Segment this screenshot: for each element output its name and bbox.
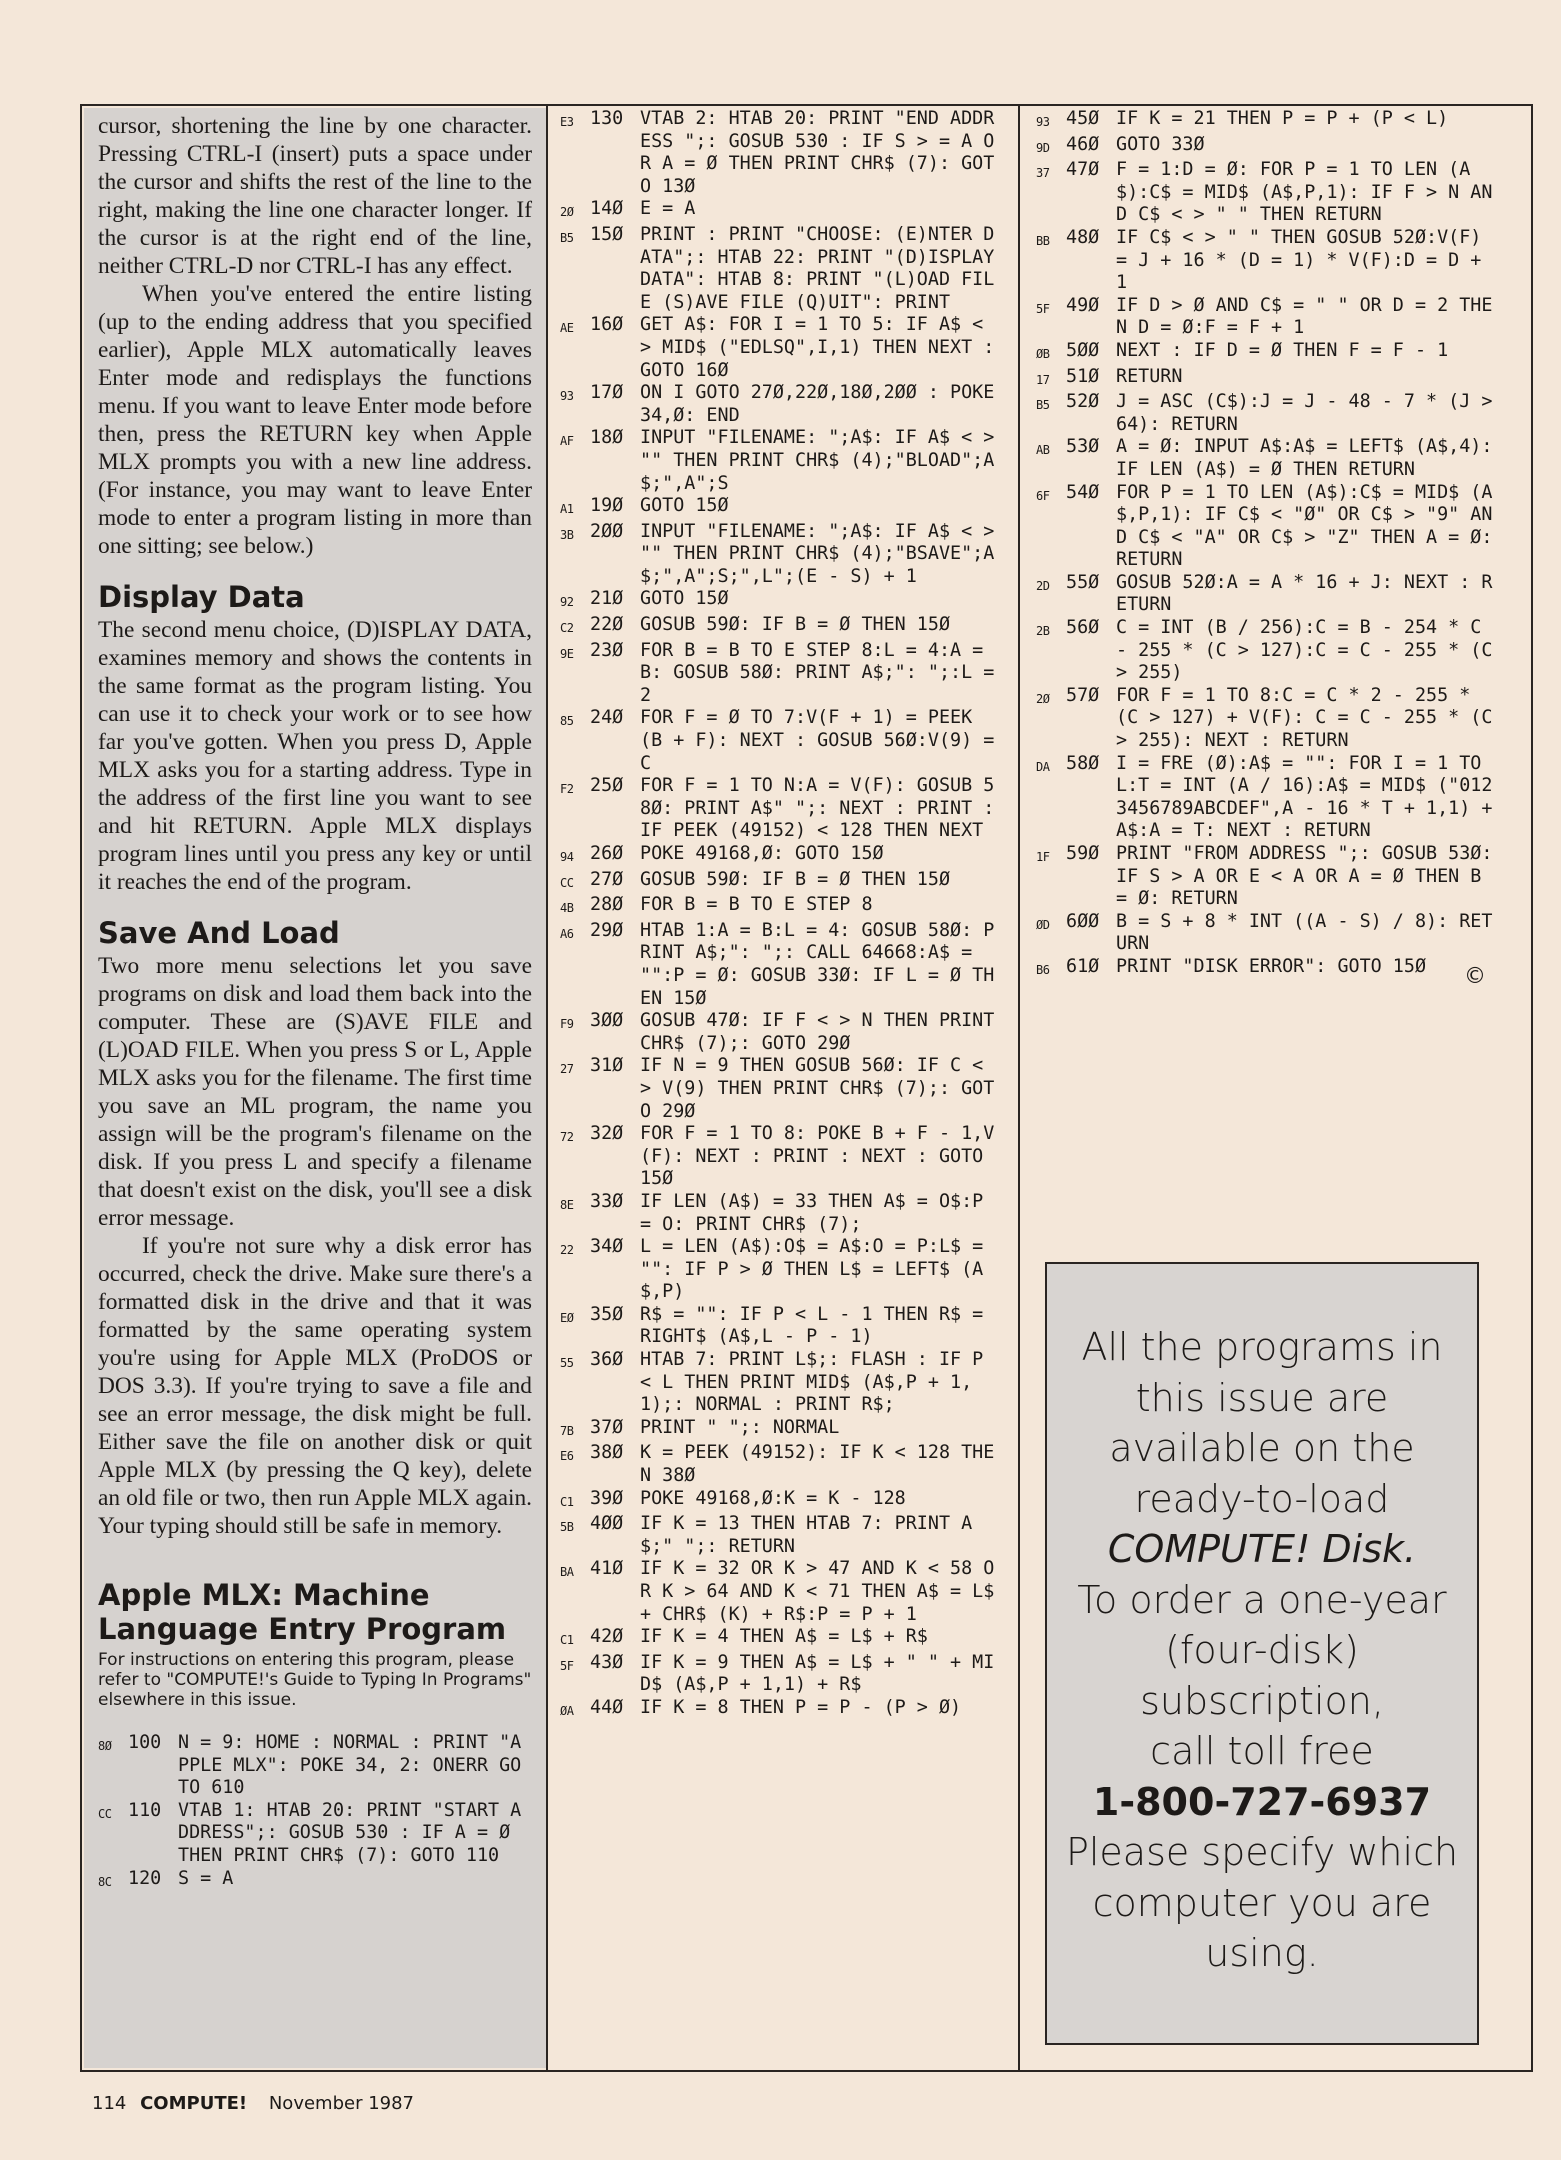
code-text: INPUT "FILENAME: ";A$: IF A$ < > "" THEN PRINT CHR$ (4);"BSAVE";A$;",A";S;",L";(E - S) + 1	[640, 520, 1006, 587]
listing-note: For instructions on entering this program, please refer to "COMPUTE!'s Guide to Typing In Programs" elsewhere in this issue.	[98, 1650, 532, 1710]
code-line	[560, 894, 995, 920]
code-text: GOSUB 47Ø: IF F < > N THEN PRINT CHR$ (7);: GOTO 29Ø	[640, 1010, 1006, 1054]
code-text: IF K = 4 THEN A$ = L$ + R$	[640, 1626, 928, 1648]
checksum: ØA	[560, 1703, 574, 1718]
code-line	[560, 920, 995, 1010]
line-number: 34Ø	[590, 1236, 624, 1258]
code-text: IF K = 8 THEN P = P - (P > Ø)	[640, 1696, 962, 1718]
code-line	[560, 1417, 995, 1443]
code-line	[560, 1442, 995, 1487]
code-line	[560, 1488, 995, 1514]
code-line	[560, 1010, 1006, 1055]
checksum: 3B	[560, 527, 574, 542]
code-text: PRINT " ";: NORMAL	[640, 1416, 840, 1438]
line-number: 29Ø	[590, 919, 624, 941]
section-heading-display-data: Display Data	[98, 580, 305, 614]
code-line	[560, 314, 1006, 382]
line-number: 15Ø	[590, 223, 624, 245]
ad-line: COMPUTE! Disk.	[1107, 1527, 1417, 1571]
code-text: IF K = 13 THEN HTAB 7: PRINT A$;" ";: RETURN	[640, 1513, 973, 1557]
code-line	[560, 1558, 1006, 1626]
line-number: 53Ø	[1066, 436, 1100, 458]
checksum: 8Ø	[98, 1739, 112, 1753]
line-number: 39Ø	[590, 1487, 624, 1509]
code-text: F = 1:D = Ø: FOR P = 1 TO LEN (A$):C$ = MID$ (A$,P,1): IF F > N AND C$ < > " " THEN RETURN	[1116, 159, 1493, 226]
line-number: 3ØØ	[590, 1010, 624, 1032]
listing-title: Language Entry Program	[98, 1612, 507, 1646]
line-number: 56Ø	[1066, 617, 1100, 639]
code-text: IF K = 9 THEN A$ = L$ + " " + MID$ (A$,P + 1,1) + R$	[640, 1651, 995, 1696]
code-line	[1036, 956, 1496, 982]
code-text: B = S + 8 * INT ((A - S) / 8): RETURN	[1116, 910, 1493, 955]
code-text: IF N = 9 THEN GOSUB 56Ø: IF C < > V(9) THEN PRINT CHR$ (7);: GOTO 29Ø	[640, 1055, 995, 1122]
checksum: 22	[560, 1243, 574, 1258]
code-line	[560, 1697, 995, 1723]
checksum: 8C	[98, 1874, 112, 1889]
checksum: 17	[1036, 372, 1050, 387]
checksum: ØB	[1036, 346, 1050, 361]
code-column	[1036, 108, 1504, 989]
code-line	[560, 223, 1006, 314]
code-line	[560, 520, 1006, 589]
line-number: 26Ø	[590, 843, 624, 864]
article-column	[84, 108, 546, 2068]
code-line	[1036, 572, 1496, 617]
code-line	[560, 1513, 995, 1558]
line-number: 27Ø	[590, 868, 624, 890]
checksum: 72	[560, 1130, 574, 1145]
code-line	[560, 1304, 995, 1349]
code-text: INPUT "FILENAME: ";A$: IF A$ < > "" THEN PRINT CHR$ (4);"BLOAD";A$;",A";S	[640, 427, 1006, 494]
code-line	[560, 843, 995, 869]
column-rule	[1018, 104, 1020, 2072]
code-line	[1036, 617, 1504, 685]
line-number: 18Ø	[590, 427, 624, 449]
line-number: 19Ø	[590, 495, 624, 517]
line-number: 32Ø	[590, 1123, 624, 1145]
checksum: 9D	[1036, 140, 1050, 155]
line-number: 41Ø	[590, 1558, 624, 1580]
code-text: GOTO 15Ø	[640, 588, 729, 610]
code-text: GOTO 33Ø	[1116, 133, 1205, 155]
line-number: 47Ø	[1066, 159, 1100, 181]
line-number: 21Ø	[590, 588, 624, 610]
checksum: E3	[560, 115, 574, 129]
ad-line: computer you are	[1092, 1880, 1432, 1925]
checksum: 2B	[1036, 624, 1050, 639]
issue-date: November 1987	[268, 2093, 415, 2114]
checksum: A6	[560, 926, 574, 941]
checksum: 93	[560, 389, 574, 404]
checksum: C1	[560, 1633, 574, 1648]
code-line	[560, 1626, 995, 1652]
code-line	[560, 1652, 995, 1697]
code-text: FOR F = Ø TO 7:V(F + 1) = PEEK (B + F): NEXT : GOSUB 56Ø:V(9) = C	[640, 707, 1006, 774]
checksum: 37	[1036, 166, 1050, 181]
line-number: 48Ø	[1066, 226, 1100, 248]
line-number: 37Ø	[590, 1416, 624, 1438]
code-line	[1036, 295, 1496, 340]
code-text: GET A$: FOR I = 1 TO 5: IF A$ < > MID$ ("EDLSQ",I,1) THEN NEXT : GOTO 16Ø	[640, 314, 1006, 381]
line-number: 14Ø	[590, 198, 624, 220]
code-line	[98, 1732, 532, 1800]
line-number: 23Ø	[590, 639, 624, 661]
code-text: FOR F = 1 TO 8:C = C * 2 - 255 * (C > 127) + V(F): C = C - 255 * (C > 255): NEXT : RETURN	[1116, 684, 1504, 752]
line-number: 55Ø	[1066, 571, 1100, 593]
checksum: B6	[1036, 962, 1050, 977]
code-line	[560, 775, 1006, 843]
checksum: AF	[560, 434, 574, 449]
checksum: C1	[560, 1494, 574, 1509]
code-line	[1036, 911, 1496, 956]
code-line	[560, 869, 995, 895]
code-line	[560, 108, 995, 198]
line-number: 16Ø	[590, 314, 624, 336]
checksum: DA	[1036, 759, 1050, 774]
line-number: 57Ø	[1066, 684, 1100, 706]
ad-line: Please specify which	[1065, 1830, 1459, 1874]
page-number: 114	[92, 2093, 127, 2114]
code-text: N = 9: HOME : NORMAL : PRINT "APPLE MLX": POKE 34, 2: ONERR GOTO 610	[178, 1732, 522, 1799]
code-listing	[560, 108, 1006, 1723]
code-text: POKE 49168,Ø:K = K - 128	[640, 1487, 906, 1509]
code-text: POKE 49168,Ø: GOTO 15Ø	[640, 843, 884, 864]
code-line	[560, 1123, 995, 1191]
line-number: 110	[128, 1799, 162, 1821]
line-number: 31Ø	[590, 1055, 624, 1077]
checksum: BA	[560, 1565, 574, 1580]
checksum: 8E	[560, 1197, 574, 1212]
code-text: IF D > Ø AND C$ = " " OR D = 2 THEN D = Ø:F = F + 1	[1116, 294, 1493, 339]
line-number: 2ØØ	[590, 520, 624, 542]
code-text: IF LEN (A$) = 33 THEN A$ = O$:P = O: PRINT CHR$ (7);	[640, 1190, 995, 1235]
code-line	[560, 707, 1006, 775]
paragraph: The second menu choice, (D)ISPLAY DATA, examines memory and shows the contents in the same format as the program listing. You can use it to check your work or to see how far you've gotten. When you press D, Apple MLX asks you for a starting address. Type in the address of the first line you want to see and hit RETURN. Apple MLX displays program lines until you press any key or until it reaches the end of the program.	[98, 617, 532, 895]
code-text: S = A	[178, 1867, 234, 1889]
line-number: 4ØØ	[590, 1513, 624, 1535]
code-line	[1036, 108, 1496, 134]
code-line	[560, 427, 1006, 495]
code-line	[560, 639, 1006, 708]
line-number: 36Ø	[590, 1349, 624, 1371]
checksum: 85	[560, 714, 574, 729]
code-line	[1036, 481, 1504, 572]
ad-line: All the programs in	[1081, 1325, 1443, 1369]
checksum: 6F	[1036, 488, 1050, 503]
line-number: 52Ø	[1066, 391, 1100, 413]
line-number: 46Ø	[1066, 133, 1100, 155]
line-number: 58Ø	[1066, 752, 1100, 774]
checksum: 4B	[560, 901, 574, 916]
code-text: E = A	[640, 198, 696, 220]
code-text: PRINT "FROM ADDRESS ";: GOSUB 53Ø: IF S > A OR E < A OR A = Ø THEN B = Ø: RETURN	[1116, 843, 1504, 910]
section-heading-save-load: Save And Load	[98, 916, 340, 950]
disk-subscription-ad	[1045, 1262, 1479, 2045]
code-text: FOR P = 1 TO LEN (A$):C$ = MID$ (A$,P,1): IF C$ < "Ø" OR C$ > "9" AND C$ < "A" OR C$ > "Z" THEN A = Ø: RETURN	[1116, 481, 1504, 571]
code-line	[560, 588, 995, 614]
line-number: 33Ø	[590, 1190, 624, 1212]
code-text: GOSUB 59Ø: IF B = Ø THEN 15Ø	[640, 614, 951, 636]
code-line	[560, 1191, 995, 1236]
code-line	[560, 495, 995, 521]
code-text: GOTO 15Ø	[640, 495, 729, 517]
line-number: 61Ø	[1066, 955, 1100, 977]
code-line	[560, 1349, 995, 1417]
code-text: VTAB 2: HTAB 20: PRINT "END ADDRESS ";: GOSUB 530 : IF S > = A OR A = Ø THEN PRINT CHR$ (7): GOTO 13Ø	[640, 108, 995, 197]
code-text: R$ = "": IF P < L - 1 THEN R$ = RIGHT$ (A$,L - P - 1)	[640, 1303, 995, 1348]
line-number: 38Ø	[590, 1442, 624, 1464]
code-line	[1036, 366, 1496, 392]
code-line	[560, 614, 995, 640]
code-text: FOR B = B TO E STEP 8	[640, 894, 873, 916]
line-number: 6ØØ	[1066, 910, 1100, 932]
code-text: FOR B = B TO E STEP 8:L = 4:A = B: GOSUB 58Ø: PRINT A$;": ";:L = 2	[640, 639, 1006, 706]
code-text: ON I GOTO 27Ø,22Ø,18Ø,2ØØ : POKE 34,Ø: END	[640, 382, 1006, 426]
ad-line: available on the	[1109, 1426, 1415, 1470]
code-text: PRINT "DISK ERROR": GOTO 15Ø	[1116, 955, 1427, 977]
paragraph: Two more menu selections let you save programs on disk and load them back into the computer. These are (S)AVE FILE and (L)OAD FILE. When you press S or L, Apple MLX asks you for the filename. The first time you save an ML program, the name you assign will be the program's filename on the disk. If you press L and specify a filename that doesn't exist on the disk, you'll see a disk error message.	[98, 953, 532, 1231]
checksum: BB	[1036, 233, 1050, 248]
checksum: E6	[560, 1449, 574, 1464]
ad-line: (four-disk)	[1165, 1628, 1359, 1672]
article-body	[98, 112, 532, 560]
checksum: 9E	[560, 646, 574, 661]
line-number: 35Ø	[590, 1303, 624, 1325]
line-number: 51Ø	[1066, 365, 1100, 387]
checksum: AE	[560, 321, 574, 336]
code-text: PRINT : PRINT "CHOOSE: (E)NTER DATA";: HTAB 22: PRINT "(D)ISPLAY DATA": HTAB 8: PRINT "(L)OAD FILE (S)AVE FILE (Q)UIT": PRINT	[640, 223, 1006, 313]
checksum: 2Ø	[560, 205, 574, 220]
line-number: 120	[128, 1867, 162, 1889]
paragraph: cursor, shortening the line by one character. Pressing CTRL-I (insert) puts a space under the cursor and shifts the rest of the line to the right, making the line one character longer. If the cursor is at the right end of the line, neither CTRL-D nor CTRL-I has any effect.	[98, 113, 532, 279]
code-line	[1036, 436, 1504, 481]
line-number: 42Ø	[590, 1626, 624, 1648]
checksum: 27	[560, 1062, 574, 1077]
checksum: B5	[560, 230, 574, 245]
line-number: 28Ø	[590, 894, 624, 916]
copyright-mark: ©	[1464, 963, 1486, 989]
line-number: 49Ø	[1066, 294, 1100, 316]
column-rule	[546, 104, 548, 2072]
code-line	[98, 1800, 532, 1868]
ad-line: To order a one-year	[1077, 1577, 1447, 1622]
code-text: FOR F = 1 TO 8: POKE B + F - 1,V(F): NEXT : PRINT : NEXT : GOTO 15Ø	[640, 1123, 995, 1190]
ad-line: using.	[1205, 1931, 1319, 1975]
checksum: 55	[560, 1356, 574, 1371]
checksum: CC	[98, 1806, 112, 1821]
line-number: 130	[590, 108, 624, 129]
ad-line: subscription,	[1140, 1678, 1384, 1723]
code-text: IF C$ < > " " THEN GOSUB 52Ø:V(F) = J + 16 * (D = 1) * V(F):D = D + 1	[1116, 226, 1493, 294]
checksum: 1F	[1036, 850, 1050, 864]
line-number: 45Ø	[1066, 108, 1100, 129]
checksum: 5B	[560, 1520, 574, 1535]
code-text: IF K = 21 THEN P = P + (P < L)	[1116, 108, 1449, 129]
line-number: 44Ø	[590, 1696, 624, 1718]
code-line	[560, 1055, 995, 1123]
code-line	[1036, 843, 1504, 911]
code-listing	[98, 1732, 532, 1893]
article-body	[98, 616, 532, 896]
code-text: GOSUB 59Ø: IF B = Ø THEN 15Ø	[640, 868, 951, 890]
line-number: 24Ø	[590, 707, 624, 729]
checksum: 93	[1036, 115, 1050, 129]
code-text: A = Ø: INPUT A$:A$ = LEFT$ (A$,4): IF LEN (A$) = Ø THEN RETURN	[1116, 436, 1504, 480]
line-number: 17Ø	[590, 382, 624, 404]
line-number: 43Ø	[590, 1651, 624, 1673]
code-line	[1036, 340, 1496, 366]
checksum: 94	[560, 850, 574, 864]
checksum: 2D	[1036, 578, 1050, 593]
code-text: RETURN	[1116, 365, 1183, 387]
checksum: 7B	[560, 1423, 574, 1438]
checksum: EØ	[560, 1310, 574, 1325]
checksum: 92	[560, 595, 574, 610]
line-number: 54Ø	[1066, 481, 1100, 503]
code-text: NEXT : IF D = Ø THEN F = F - 1	[1116, 339, 1449, 361]
code-text: HTAB 1:A = B:L = 4: GOSUB 58Ø: PRINT A$;": ";: CALL 64668:A$ = "":P = Ø: GOSUB 33Ø: IF L = Ø THEN 15Ø	[640, 919, 995, 1009]
code-line	[1036, 752, 1504, 843]
checksum: F2	[560, 782, 574, 797]
checksum: ØD	[1036, 917, 1050, 932]
ad-line: ready-to-load	[1134, 1476, 1390, 1521]
code-line	[98, 1868, 532, 1894]
line-number: 5ØØ	[1066, 339, 1100, 361]
line-number: 100	[128, 1732, 162, 1753]
code-text: L = LEN (A$):O$ = A$:O = P:L$ = "": IF P > Ø THEN L$ = LEFT$ (A$,P)	[640, 1236, 995, 1303]
article-body	[98, 952, 532, 1540]
code-line	[560, 198, 995, 224]
code-text: GOSUB 52Ø:A = A * 16 + J: NEXT : RETURN	[1116, 571, 1493, 616]
code-listing	[1036, 108, 1504, 982]
code-line	[1036, 684, 1504, 753]
code-text: J = ASC (C$):J = J - 48 - 7 * (J > 64): RETURN	[1116, 391, 1504, 435]
line-number: 59Ø	[1066, 843, 1100, 864]
checksum: 5F	[1036, 301, 1050, 316]
code-text: FOR F = 1 TO N:A = V(F): GOSUB 58Ø: PRINT A$" ";: NEXT : PRINT : IF PEEK (49152) < 128 THEN NEXT	[640, 775, 1006, 842]
checksum: C2	[560, 621, 574, 636]
listing-title: Apple MLX: Machine	[98, 1578, 430, 1612]
line-number: 22Ø	[590, 614, 624, 636]
code-line	[1036, 159, 1496, 227]
code-text: VTAB 1: HTAB 20: PRINT "START ADDRESS";: GOSUB 530 : IF A = Ø THEN PRINT CHR$ (7): GOTO 110	[178, 1799, 522, 1866]
code-text: IF K = 32 OR K > 47 AND K < 58 OR K > 64 AND K < 71 THEN A$ = L$ + CHR$ (K) + R$:P = P + 1	[640, 1558, 1006, 1625]
checksum: B5	[1036, 398, 1050, 413]
ad-line: call toll free	[1150, 1729, 1374, 1773]
phone-number: 1-800-727-6937	[1092, 1779, 1432, 1824]
checksum: AB	[1036, 443, 1050, 458]
checksum: CC	[560, 875, 574, 890]
code-text: C = INT (B / 256):C = B - 254 * C - 255 * (C > 127):C = C - 255 * (C > 255)	[1116, 617, 1504, 684]
code-line	[1036, 391, 1504, 436]
code-line	[560, 1236, 995, 1304]
checksum: A1	[560, 502, 574, 517]
code-text: HTAB 7: PRINT L$;: FLASH : IF P < L THEN PRINT MID$ (A$,P + 1,1);: NORMAL : PRINT R$;	[640, 1349, 995, 1416]
code-text: I = FRE (Ø):A$ = "": FOR I = 1 TO L:T = INT (A / 16):A$ = MID$ ("0123456789ABCDEF",A - 16 * T + 1,1) + A$:A = T: NEXT : RETURN	[1116, 752, 1504, 842]
ad-line: this issue are	[1135, 1375, 1389, 1420]
code-line	[1036, 134, 1496, 160]
line-number: 25Ø	[590, 775, 624, 797]
magazine-name: COMPUTE!	[140, 2093, 248, 2114]
page-footer	[92, 2093, 414, 2114]
checksum: 2Ø	[1036, 691, 1050, 706]
checksum: F9	[560, 1017, 574, 1032]
checksum: 5F	[560, 1658, 574, 1673]
code-text: K = PEEK (49152): IF K < 128 THEN 38Ø	[640, 1442, 995, 1487]
code-line	[560, 382, 1006, 427]
code-line	[1036, 227, 1496, 295]
paragraph: When you've entered the entire listing (up to the ending address that you specified earlier), Apple MLX automatically leaves Enter mode and redisplays the functions menu. If you want to leave Enter mode before then, press the RETURN key when Apple MLX prompts you with a new line address. (For instance, you may want to leave Enter mode to enter a program listing in more than one sitting; see below.)	[98, 281, 532, 559]
paragraph: If you're not sure why a disk error has occurred, check the drive. Make sure there's a formatted disk in the drive and that it was formatted by the same operating system you're using for Apple MLX (ProDOS or DOS 3.3). If you're trying to save a file and see an error message, the disk might be full. Either save the file on another disk or quit Apple MLX (by pressing the Q key), delete an old file or two, then run Apple MLX again. Your typing should still be safe in memory.	[98, 1233, 532, 1539]
